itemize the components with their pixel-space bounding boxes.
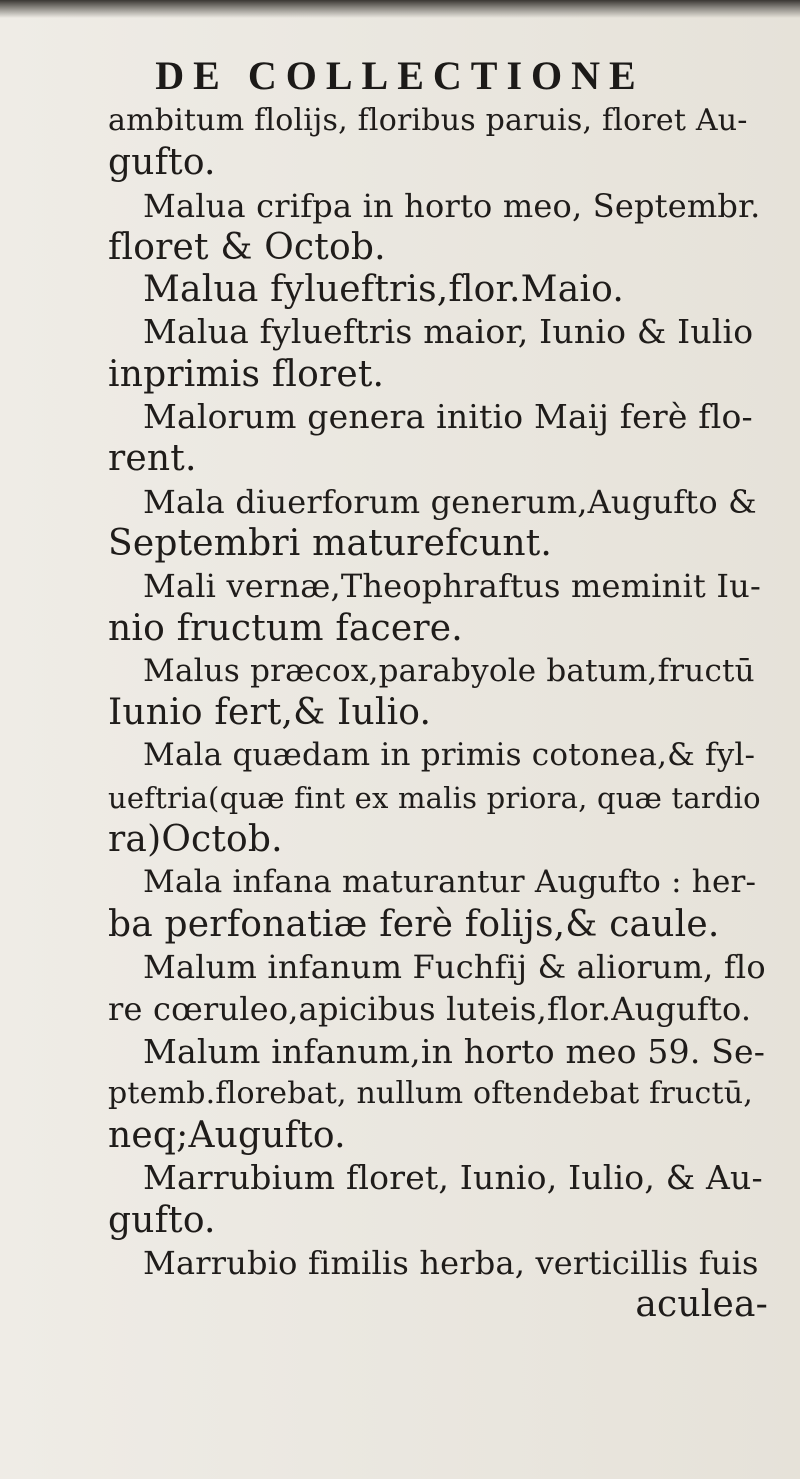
text-line: floret & Octob. xyxy=(108,226,386,268)
text-line: re cœruleo,apicibus luteis,flor.Augufto. xyxy=(108,990,752,1029)
text-line: Malum infanum,in horto meo 59. Se- xyxy=(143,1031,766,1071)
text-line: ba perfonatiæ ferè folijs,& caule. xyxy=(108,903,720,945)
text-line: Mala quædam in primis cotonea,& fyl- xyxy=(143,737,756,774)
text-line: nio fructum facere. xyxy=(108,607,463,649)
text-line: Mala diuerforum generum,Augufto & xyxy=(143,482,757,521)
text-line: Marrubium floret, Iunio, Iulio, & Au- xyxy=(143,1158,763,1198)
text-line: neq;Augufto. xyxy=(108,1115,346,1157)
text-line: Iunio fert,& Iulio. xyxy=(108,692,432,734)
page-header: DE COLLECTIONE xyxy=(155,53,645,98)
text-line: Malum infanum Fuchfij & aliorum, flo xyxy=(143,947,766,986)
page-body-text xyxy=(108,100,768,1327)
text-line: Malua fylueftris maior, Iunio & Iulio xyxy=(143,312,754,352)
text-line: gufto. xyxy=(108,142,216,184)
catchword: aculea- xyxy=(635,1284,768,1326)
text-line: Septembri maturefcunt. xyxy=(108,522,553,564)
text-line: rent. xyxy=(108,438,197,480)
text-line: Malua fylueftris,flor.Maio. xyxy=(143,269,624,311)
text-line: ra)Octob. xyxy=(108,819,283,861)
text-line: Mali vernæ,Theophraftus meminit Iu- xyxy=(143,567,761,606)
text-line: gufto. xyxy=(108,1199,216,1241)
text-line: inprimis floret. xyxy=(108,353,385,395)
text-line: ueftria(quæ fint ex malis priora, quæ tardio xyxy=(108,780,761,815)
text-line: Malua crifpa in horto meo, Septembr. xyxy=(143,186,761,225)
text-line: ptemb.florebat, nullum oftendebat fructū, xyxy=(108,1075,754,1111)
text-line: Malus præcox,parabyole batum,fructū xyxy=(143,652,755,689)
page-edge-shadow xyxy=(0,0,800,18)
text-line: ambitum flolijs, floribus paruis, floret Au- xyxy=(108,103,748,138)
text-line: Mala infana maturantur Augufto : her- xyxy=(143,864,757,901)
text-line: Marrubio fimilis herba, verticillis fuis xyxy=(143,1244,759,1283)
text-line: Malorum genera initio Maij ferè flo- xyxy=(143,397,753,437)
